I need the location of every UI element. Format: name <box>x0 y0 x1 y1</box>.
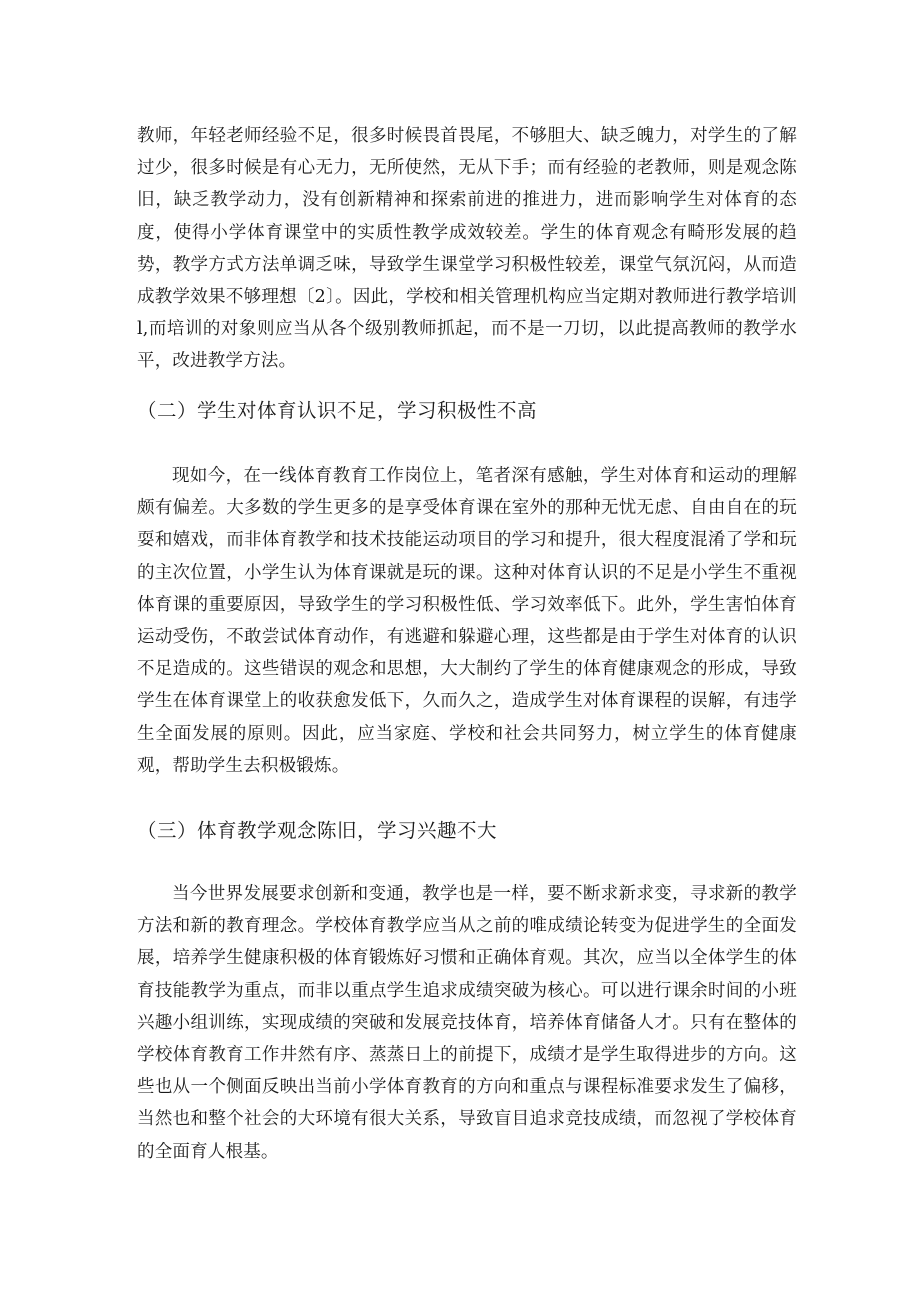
section-heading-teaching-concepts: （三）体育教学观念陈旧，学习兴趣不大 <box>137 819 498 842</box>
body-paragraph-student-awareness: 现如今，在一线体育教育工作岗位上，笔者深有感触，学生对体育和运动的理解颇有偏差。大多数的学生更多的是享受体育课在室外的那种无忧无虑、自由自在的玩耍和嬉戏，而非体育教学和技术技能运动项目的学习和提升，很大程度混淆了学和玩的主次位置，小学生认为体育课就是玩的课。这种对体育认识的不足是小学生不重视体育课的重要原因，导致学生的学习积极性低、学习效率低下。此外，学生害怕体育运动受伤，不敢尝试体育动作，有逃避和躲避心理，这些都是由于学生对体育的认识不足造成的。这些错误的观念和思想，大大制约了学生的体育健康观念的形成，导致学生在体育课堂上的收获愈发低下，久而久之，造成学生对体育课程的误解，有违学生全面发展的原则。因此，应当家庭、学校和社会共同努力，树立学生的体育健康观，帮助学生去积极锻炼。 <box>137 466 797 776</box>
body-paragraph-teacher-training: 教师，年轻老师经验不足，很多时候畏首畏尾，不够胆大、缺乏魄力，对学生的了解过少，很多时候是有心无力，无所使然，无从下手；而有经验的老教师，则是观念陈旧，缺乏教学动力，没有创新精神和探索前进的推进力，进而影响学生对体育的态度，使得小学体育课堂中的实质性教学成效较差。学生的体育观念有畸形发展的趋势，教学方式方法单调乏味，导致学生课堂学习积极性较差，课堂气氛沉闷，从而造成教学效果不够理想〔2〕。因此，学校和相关管理机构应当定期对教师进行教学培训l,而培训的对象则应当从各个级别教师抓起，而不是一刀切，以此提高教师的教学水平，改进教学方法。 <box>137 126 797 372</box>
body-paragraph-teaching-concepts: 当今世界发展要求创新和变通，教学也是一样，要不断求新求变，寻求新的教学方法和新的教育理念。学校体育教学应当从之前的唯成绩论转变为促进学生的全面发展，培养学生健康积极的体育锻炼好习惯和正确体育观。其次，应当以全体学生的体育技能教学为重点，而非以重点学生追求成绩突破为核心。可以进行课余时间的小班兴趣小组训练，实现成绩的突破和发展竞技体育，培养体育储备人才。只有在整体的学校体育教育工作井然有序、蒸蒸日上的前提下，成绩才是学生取得进步的方向。这些也从一个侧面反映出当前小学体育教育的方向和重点与课程标准要求发生了偏移，当然也和整个社会的大环境有很大关系，导致盲目追求竞技成绩，而忽视了学校体育的全面育人根基。 <box>137 884 797 1162</box>
section-heading-student-awareness: （二）学生对体育认识不足，学习积极性不高 <box>137 399 538 422</box>
